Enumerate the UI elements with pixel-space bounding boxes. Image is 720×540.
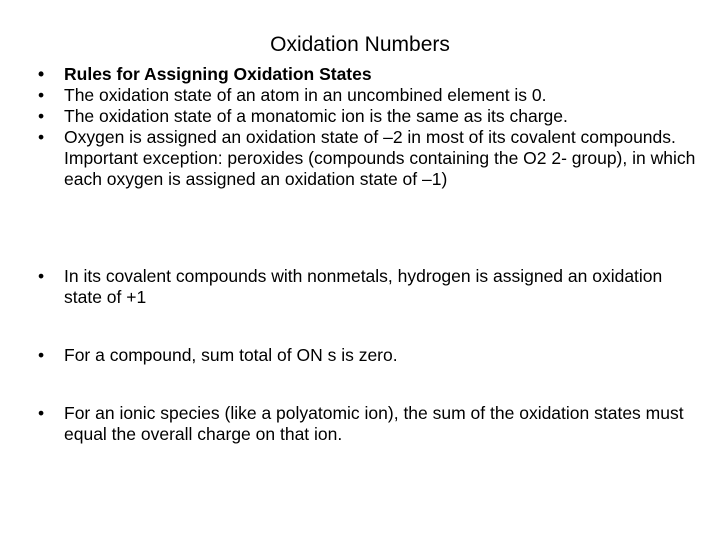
rule-compound-sum: For a compound, sum total of ON s is zero. xyxy=(64,345,398,365)
rules-list xyxy=(38,64,708,190)
bullet-icon: • xyxy=(38,266,45,286)
list-item xyxy=(38,127,708,190)
bullet-icon: • xyxy=(38,64,45,84)
slide-title: Oxidation Numbers xyxy=(270,33,450,56)
list-item xyxy=(38,106,708,127)
list-item xyxy=(38,85,708,106)
rules-heading: Rules for Assigning Oxidation States xyxy=(64,64,372,84)
list-item xyxy=(38,266,698,308)
list-item xyxy=(38,345,698,366)
rule-hydrogen: In its covalent compounds with nonmetals, hydrogen is assigned an oxidation state of +1 xyxy=(64,266,663,307)
bullet-icon: • xyxy=(38,345,45,365)
rule-ionic-species: For an ionic species (like a polyatomic ion), the sum of the oxidation states must equal the overall charge on that ion. xyxy=(64,403,684,444)
compound-list xyxy=(38,345,698,366)
list-item xyxy=(38,403,698,445)
bullet-icon: • xyxy=(38,85,45,105)
hydrogen-list xyxy=(38,266,698,308)
list-item xyxy=(38,64,708,85)
rule-oxygen: Oxygen is assigned an oxidation state of –2 in most of its covalent compounds. Important exception: peroxides (compounds containing the O2 2- group), in which each oxygen is assigned an oxidation state of –1) xyxy=(64,127,696,189)
bullet-icon: • xyxy=(38,106,45,126)
bullet-icon: • xyxy=(38,403,45,423)
rule-uncombined-element: The oxidation state of an atom in an uncombined element is 0. xyxy=(64,85,547,105)
rule-monatomic-ion: The oxidation state of a monatomic ion is the same as its charge. xyxy=(64,106,568,126)
ionic-list xyxy=(38,403,698,445)
bullet-icon: • xyxy=(38,127,45,147)
